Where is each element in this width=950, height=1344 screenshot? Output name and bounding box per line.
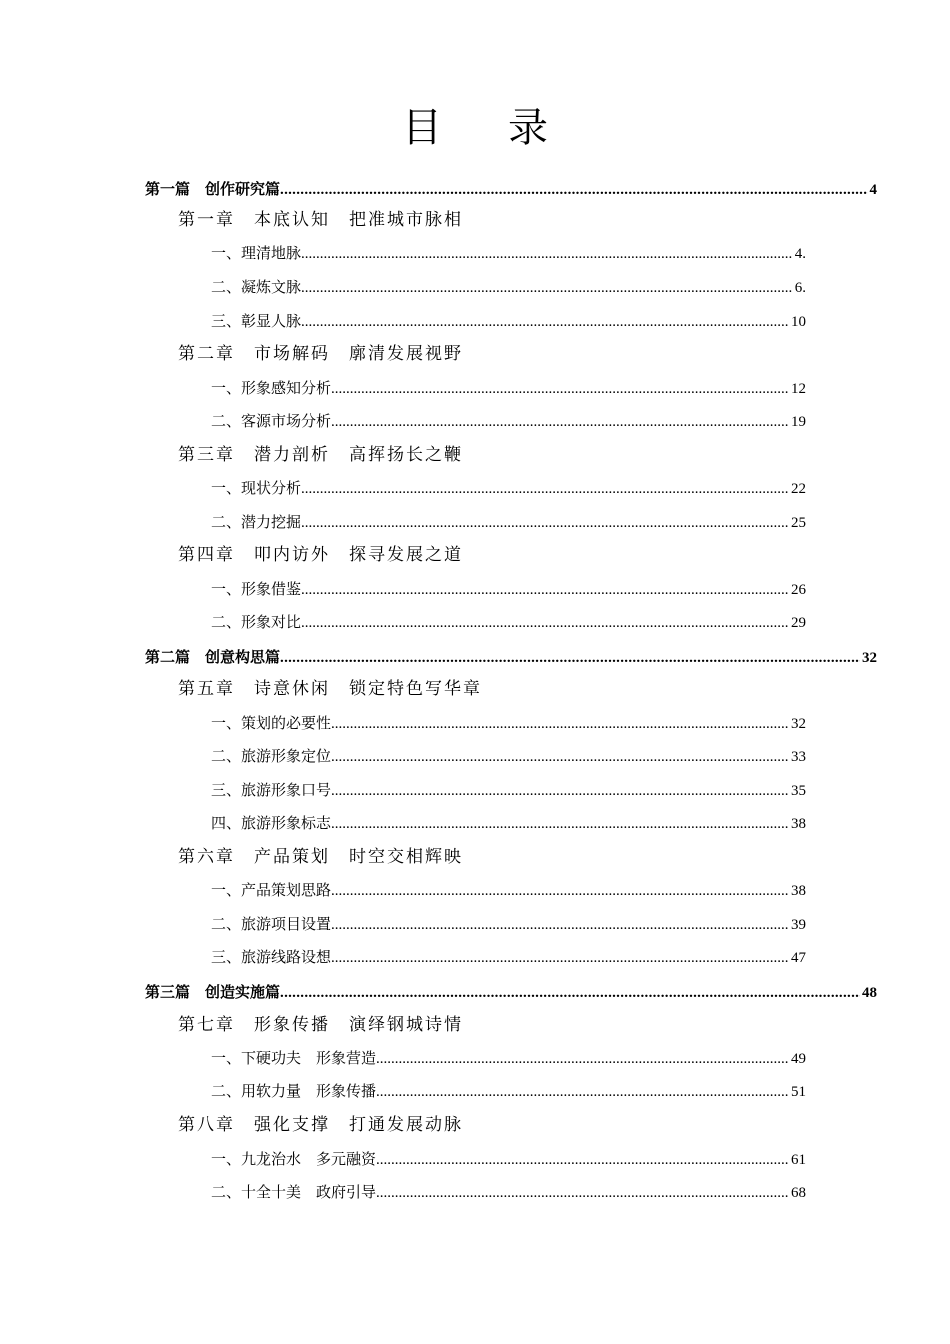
toc-section-entry[interactable] (211, 1181, 806, 1202)
toc-entry-label: 一、形象感知分析 (211, 379, 332, 397)
toc-chapter-entry[interactable] (178, 842, 463, 867)
toc-section-entry[interactable] (211, 477, 806, 498)
toc-page-number: 25 (791, 515, 806, 531)
toc-page-number: 19 (791, 414, 806, 430)
toc-page-number: 38 (791, 816, 806, 832)
toc-entry-label: 第二篇 创意构思篇 (145, 650, 281, 666)
toc-page-number: 29 (791, 615, 806, 631)
toc-chapter-entry[interactable] (178, 205, 463, 230)
toc-dot-leader (301, 314, 789, 331)
toc-entry-label: 第一章 本底认知 把准城市脉相 (178, 210, 463, 230)
toc-dot-leader (301, 481, 789, 498)
toc-entry-label: 第二章 市场解码 廓清发展视野 (178, 344, 463, 364)
toc-section-entry[interactable] (211, 1148, 806, 1169)
toc-page-number: 49 (791, 1051, 806, 1067)
toc-dot-leader (280, 650, 860, 667)
toc-entry-label: 一、九龙治水 多元融资 (211, 1150, 377, 1168)
toc-page-number: 39 (791, 917, 806, 933)
toc-entry-label: 一、形象借鉴 (211, 580, 302, 598)
toc-section-entry[interactable] (211, 377, 806, 398)
toc-entry-label: 二、十全十美 政府引导 (211, 1183, 377, 1201)
toc-page-number: 32 (862, 650, 877, 666)
toc-entry-label: 一、策划的必要性 (211, 714, 332, 732)
toc-entry-label: 三、彰显人脉 (211, 312, 302, 330)
toc-entry-label: 一、现状分析 (211, 479, 302, 497)
toc-dot-leader (376, 1185, 789, 1202)
toc-page-number: 12 (791, 381, 806, 397)
toc-entry-label: 二、旅游形象定位 (211, 747, 332, 765)
toc-page-number: 22 (791, 481, 806, 497)
toc-chapter-entry[interactable] (178, 440, 463, 465)
toc-page-number: 26 (791, 582, 806, 598)
toc-page-number: 38 (791, 883, 806, 899)
title-char-2: 录 (508, 105, 548, 151)
toc-page-number: 68 (791, 1185, 806, 1201)
toc-dot-leader (331, 716, 789, 733)
toc-dot-leader (331, 917, 789, 934)
toc-dot-leader (331, 414, 789, 431)
toc-dot-leader (331, 816, 789, 833)
toc-page-number: 51 (791, 1084, 806, 1100)
toc-chapter-entry[interactable] (178, 1110, 463, 1135)
toc-dot-leader (376, 1152, 789, 1169)
toc-page-number: 61 (791, 1152, 806, 1168)
toc-entry-label: 四、旅游形象标志 (211, 814, 332, 832)
toc-entry-label: 二、用软力量 形象传播 (211, 1082, 377, 1100)
toc-part-entry[interactable] (145, 178, 877, 199)
toc-section-entry[interactable] (211, 578, 806, 599)
toc-entry-label: 第三章 潜力剖析 高挥扬长之鞭 (178, 445, 463, 465)
toc-section-entry[interactable] (211, 879, 806, 900)
toc-entry-label: 二、凝炼文脉 (211, 278, 302, 296)
toc-page-number: 4 (869, 182, 877, 198)
toc-section-entry[interactable] (211, 913, 806, 934)
toc-page-number: 33 (791, 749, 806, 765)
toc-section-entry[interactable] (211, 812, 806, 833)
toc-entry-label: 一、产品策划思路 (211, 881, 332, 899)
toc-chapter-entry[interactable] (178, 674, 482, 699)
toc-dot-leader (376, 1051, 789, 1068)
toc-entry-label: 第一篇 创作研究篇 (145, 182, 281, 198)
toc-section-entry[interactable] (211, 242, 806, 263)
toc-entry-label: 二、客源市场分析 (211, 412, 332, 430)
toc-page-number: 10 (791, 314, 806, 330)
toc-dot-leader (331, 783, 789, 800)
page-title (0, 96, 950, 153)
toc-section-entry[interactable] (211, 1047, 806, 1068)
toc-dot-leader (331, 749, 789, 766)
toc-entry-label: 二、潜力挖掘 (211, 513, 302, 531)
toc-section-entry[interactable] (211, 712, 806, 733)
toc-page-number: 4. (794, 246, 806, 262)
toc-entry-label: 第八章 强化支撑 打通发展动脉 (178, 1115, 463, 1135)
toc-entry-label: 二、形象对比 (211, 613, 302, 631)
toc-entry-label: 第六章 产品策划 时空交相辉映 (178, 847, 463, 867)
toc-chapter-entry[interactable] (178, 540, 463, 565)
toc-page-number: 32 (791, 716, 806, 732)
toc-dot-leader (301, 515, 789, 532)
toc-section-entry[interactable] (211, 611, 806, 632)
toc-dot-leader (301, 615, 789, 632)
toc-section-entry[interactable] (211, 1080, 806, 1101)
toc-section-entry[interactable] (211, 310, 806, 331)
toc-entry-label: 三、旅游形象口号 (211, 781, 332, 799)
toc-dot-leader (280, 182, 867, 199)
toc-dot-leader (331, 950, 789, 967)
toc-entry-label: 三、旅游线路设想 (211, 948, 332, 966)
toc-dot-leader (331, 381, 789, 398)
toc-part-entry[interactable] (145, 646, 877, 667)
toc-page-number: 47 (791, 950, 806, 966)
title-char-1: 目 (402, 105, 442, 151)
toc-dot-leader (376, 1084, 789, 1101)
toc-section-entry[interactable] (211, 511, 806, 532)
toc-dot-leader (301, 280, 793, 297)
toc-dot-leader (280, 985, 860, 1002)
toc-page-number: 6. (794, 280, 806, 296)
toc-entry-label: 第四章 叩内访外 探寻发展之道 (178, 545, 463, 565)
toc-entry-label: 二、旅游项目设置 (211, 915, 332, 933)
toc-section-entry[interactable] (211, 779, 806, 800)
toc-entry-label: 第三篇 创造实施篇 (145, 985, 281, 1001)
toc-dot-leader (301, 582, 789, 599)
toc-page-number: 48 (862, 985, 877, 1001)
toc-section-entry[interactable] (211, 946, 806, 967)
toc-chapter-entry[interactable] (178, 339, 463, 364)
toc-dot-leader (331, 883, 789, 900)
toc-section-entry[interactable] (211, 410, 806, 431)
toc-part-entry[interactable] (145, 981, 877, 1002)
toc-entry-label: 第七章 形象传播 演绎钢城诗情 (178, 1015, 463, 1035)
toc-entry-label: 第五章 诗意休闲 锁定特色写华章 (178, 679, 482, 699)
toc-entry-label: 一、理清地脉 (211, 244, 302, 262)
toc-page-number: 35 (791, 783, 806, 799)
toc-section-entry[interactable] (211, 745, 806, 766)
toc-chapter-entry[interactable] (178, 1010, 463, 1035)
toc-entry-label: 一、下硬功夫 形象营造 (211, 1049, 377, 1067)
toc-dot-leader (301, 246, 793, 263)
toc-section-entry[interactable] (211, 276, 806, 297)
